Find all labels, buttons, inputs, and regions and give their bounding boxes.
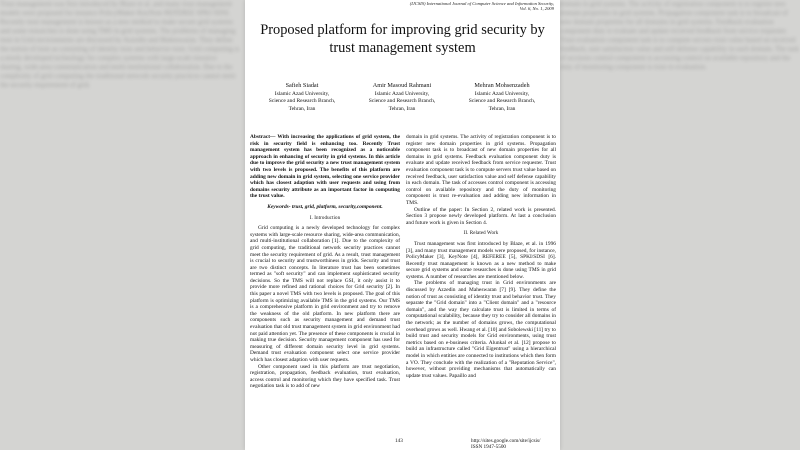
author-affiliation: Islamic Azad University,: [274, 91, 330, 98]
author-block: [357, 82, 447, 113]
author-name: Safieh Siadat: [285, 82, 319, 89]
left-column: [250, 134, 400, 390]
page-number: 143: [395, 438, 403, 444]
footer-url[interactable]: http://sites.google.com/site/ijcsis/: [471, 438, 541, 444]
section-heading-related-work: II. Related Work: [463, 231, 499, 237]
keywords: Keywords- trust, grid, platform, security,component.: [267, 203, 383, 210]
author-name: Amir Masoud Rahmani: [372, 82, 432, 89]
paper-title: Proposed platform for improving grid security by trust management system: [260, 22, 545, 56]
author-affiliation-branch: Science and Research Branch,: [368, 98, 436, 105]
paragraph-outline: Outline of the paper: In Section 2, related work is presented. Section 3 propose newly developed platform. At last a conclusion and future work is given in Section 4.: [406, 206, 556, 226]
abstract: Abstract— With increasing the applications of grid system, the risk in security field is enhancing too. Recently Trust management system has been recognized as a noticeable approach in enhancing of security in grid systems. In this article due to improve the grid security a new trust management system with two levels is proposed. The benefits of this platform are adding new domain in grid system, selecting one service provider which has closest adaption with user requests and using from domains security attribute as an important factor in computing the trust value.: [250, 134, 400, 200]
author-affiliation-branch: Science and Research Branch,: [468, 98, 536, 105]
author-affiliation: Islamic Azad University,: [374, 91, 430, 98]
background-page-right: domain in grid systems. The activity of registration component is to register new domain properties in grid systems. Propagation component task is to broadcast of new domain properties for all domains in grid systems. Feedback evaluation component duty is evaluate and update received feedback from service requester. Trust evaluation component task is to compute servers trust value based on received feedback, user satisfaction value and self defense capability in each domain. The task of accesses control component is accessing control on available repository and the duty of monitoring component is trust re-evaluation.: [560, 0, 799, 71]
author-location: Tehran, Iran: [388, 105, 416, 112]
paragraph: Other component used in this platform are trust negotiation, registration, propagation, feedback evaluation, trust evaluation, access control and monitoring which they have specified task. Trust negotiation task is to add of new: [250, 363, 400, 390]
paragraph: The problems of managing trust in Grid environments are discussed by Azzedin and Maheswaran [7] [9]. They define the notion of trust as consisting of identity trust and behavior trust. They separate the "Grid domain" into a "Client domain" and a "resource domain", and the way they calculate trust is limited in terms of computational scalability, because they try to consider all domains in the network; as the number of domains grows, the computational overhead grows as well. Hwang et al. [10] and Sobolewski [11] try to build trust and security models for Grid environments, using trust metrics based on e-business criteria. Alunkal et al. [12] propose to build an infrastructure called "Grid Eigentrust" using a hierarchical model in which entities are connected to institutions which then form a VO. They conclude with the realization of a "Reputation Service", however, without providing mechanisms that automatically can update trust values. Papaillo and: [406, 280, 556, 379]
author-location: Tehran, Iran: [288, 105, 316, 112]
author-affiliation: Islamic Azad University,: [474, 91, 530, 98]
author-affiliation-branch: Science and Research Branch,: [268, 98, 336, 105]
journal-header: [314, 1, 554, 12]
journal-volume: Vol. 6, No. 1, 2009: [519, 6, 554, 12]
paragraph: Grid computing is a newly developed technology for complex systems with large-scale resource sharing, wide-area communication, and multi-institutional collaboration [1]. Due to the complexity of grid computing, the traditional network security practices cannot meet the security requirement of grid. As a result, trust management is crucial to security and trustworthiness in grids. Security and trust are two distinct concepts. In literature trust has been sometimes termed as "soft security" and can implement sophisticated security decisions. So the TMS will not replace GSI, it only assist it to provide more refined and rational choices for Grid security [2]. In this paper a novel TMS with two levels is proposed. The goal of this platform is optimizing available TMS in the grid systems. Our TMS is a comprehensive platform in grid environment and try to remove the weakness of the old platform. In new platform there are components such as security management and demand trust evaluation that old trust management system in grid environment had not paid attention yet. The presence of these components is crucial in making true decision. Security management component has used for measuring of different domain security level in grid systems. Demand trust evaluation component select one service provider which has closest adaption with user requests.: [250, 225, 400, 363]
author-block: [257, 82, 347, 113]
author-name: Mehran Mohsenzadeh: [474, 82, 530, 89]
paragraph: domain in grid systems. The activity of registration component is to register new domain properties in grid systems. Propagation component task is to broadcast of new domain properties for all domains in grid systems. Feedback evaluation component duty is evaluate and update received feedback from service requester. Trust evaluation component task is to compute servers trust value based on received feedback, user satisfaction value and self defense capability in each domain. The task of accesses control component is accessing control on available repository and the duty of monitoring component is trust re-evaluation and adding new information in TMS.: [406, 134, 556, 206]
section-heading-introduction: I. Introduction: [309, 215, 341, 221]
paper-page: [245, 0, 560, 450]
right-column: [406, 134, 556, 379]
journal-name: (IJCSIS) International Journal of Computer Science and Information Security,: [409, 1, 554, 6]
footer-info: [471, 438, 540, 450]
author-block: [457, 82, 547, 113]
paragraph: Trust management was first introduced by Blaze, et al. in 1996 [3], and many trust management models were proposed, for instance, PolicyMaker [3], KeyNote [4], REFEREE [5], SPKI/SDSI [6]. Recently trust management is known as a new method to make secure grid systems and some researches is done using TMS in grid systems. A number of researches are mentioned below.: [406, 240, 556, 280]
author-location: Tehran, Iran: [488, 105, 516, 112]
footer-issn: ISSN 1947-5500: [471, 444, 507, 450]
background-page-left: Trust management was first introduced by Blaze et al. and many trust management models were proposed for instance PolicyMaker KeyNote REFEREE SPKI SDSI. Recently trust management is known as a new method to make secure grid systems and some researches is done using TMS in grid systems. The problems of managing trust in Grid environments are discussed by Azzedin and Maheswaran. They define the notion of trust as consisting of identity trust and behavior trust. Grid computing is a newly developed technology for complex systems with large-scale resource sharing, wide-area communication and multi-institutional collaboration. Due to the complexity of grid computing the traditional network security practices cannot meet the security requirement of grid.: [0, 0, 240, 89]
